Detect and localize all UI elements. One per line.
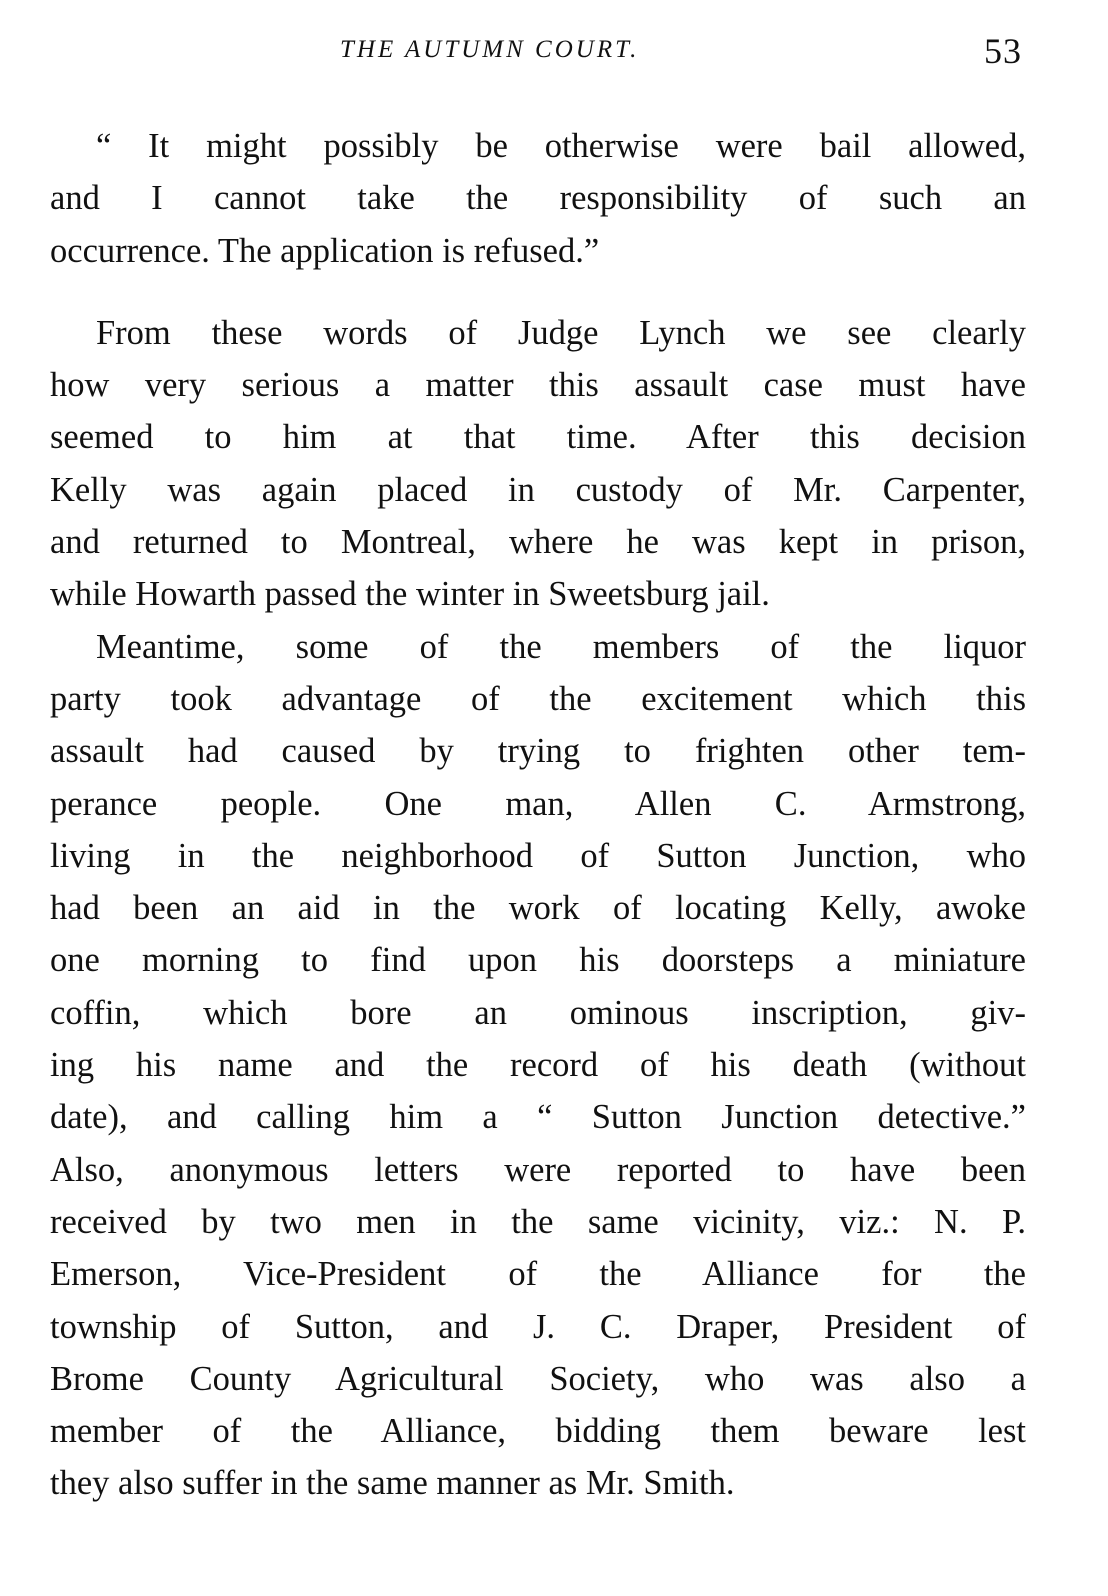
paragraph-gap	[50, 277, 1026, 307]
text-line: while Howarth passed the winter in Sweetsburg jail.	[50, 575, 770, 614]
paragraph-judge-lynch	[50, 307, 1026, 621]
text-line: Kelly was again placed in custody of Mr. Carpenter,	[50, 470, 1026, 509]
text-line: Meantime, some of the members of the liquor	[96, 627, 1026, 666]
text-line: township of Sutton, and J. C. Draper, President of	[50, 1307, 1026, 1346]
page-number: 53	[984, 31, 1022, 71]
text-line: “ It might possibly be otherwise were bail allowed,	[96, 127, 1026, 165]
text-body	[50, 120, 1026, 1510]
text-line: one morning to find upon his doorsteps a miniature	[50, 941, 1026, 980]
text-line: member of the Alliance, bidding them beware lest	[50, 1412, 1026, 1451]
text-line: Brome County Agricultural Society, who was also a	[50, 1359, 1026, 1398]
paragraph-meantime	[50, 621, 1026, 1510]
text-line: ing his name and the record of his death (without	[50, 1046, 1026, 1085]
text-line: received by two men in the same vicinity, viz.: N. P.	[50, 1202, 1026, 1241]
running-head	[0, 30, 1108, 70]
paragraph-quote-end	[50, 120, 1026, 277]
text-line: seemed to him at that time. After this decision	[50, 418, 1026, 457]
text-line: occurrence. The application is refused.”	[50, 231, 600, 270]
text-line: they also suffer in the same manner as Mr. Smith.	[50, 1464, 735, 1503]
text-line: living in the neighborhood of Sutton Junction, who	[50, 836, 1026, 875]
text-line: and I cannot take the responsibility of such an	[50, 179, 1026, 218]
text-line: party took advantage of the excitement which this	[50, 679, 1026, 718]
text-line: how very serious a matter this assault case must have	[50, 366, 1026, 405]
text-line: date), and calling him a “ Sutton Junction detective.”	[50, 1098, 1026, 1137]
text-line: and returned to Montreal, where he was kept in prison,	[50, 523, 1026, 562]
text-line: coffin, which bore an ominous inscription, giv-	[50, 993, 1026, 1032]
text-line: perance people. One man, Allen C. Armstrong,	[50, 784, 1026, 823]
text-line: From these words of Judge Lynch we see clearly	[96, 313, 1026, 352]
running-title: THE AUTUMN COURT.	[340, 36, 640, 63]
text-line: assault had caused by trying to frighten other tem-	[50, 732, 1026, 771]
text-line: had been an aid in the work of locating Kelly, awoke	[50, 889, 1026, 928]
text-line: Also, anonymous letters were reported to have been	[50, 1150, 1026, 1189]
text-line: Emerson, Vice-President of the Alliance for the	[50, 1255, 1026, 1294]
